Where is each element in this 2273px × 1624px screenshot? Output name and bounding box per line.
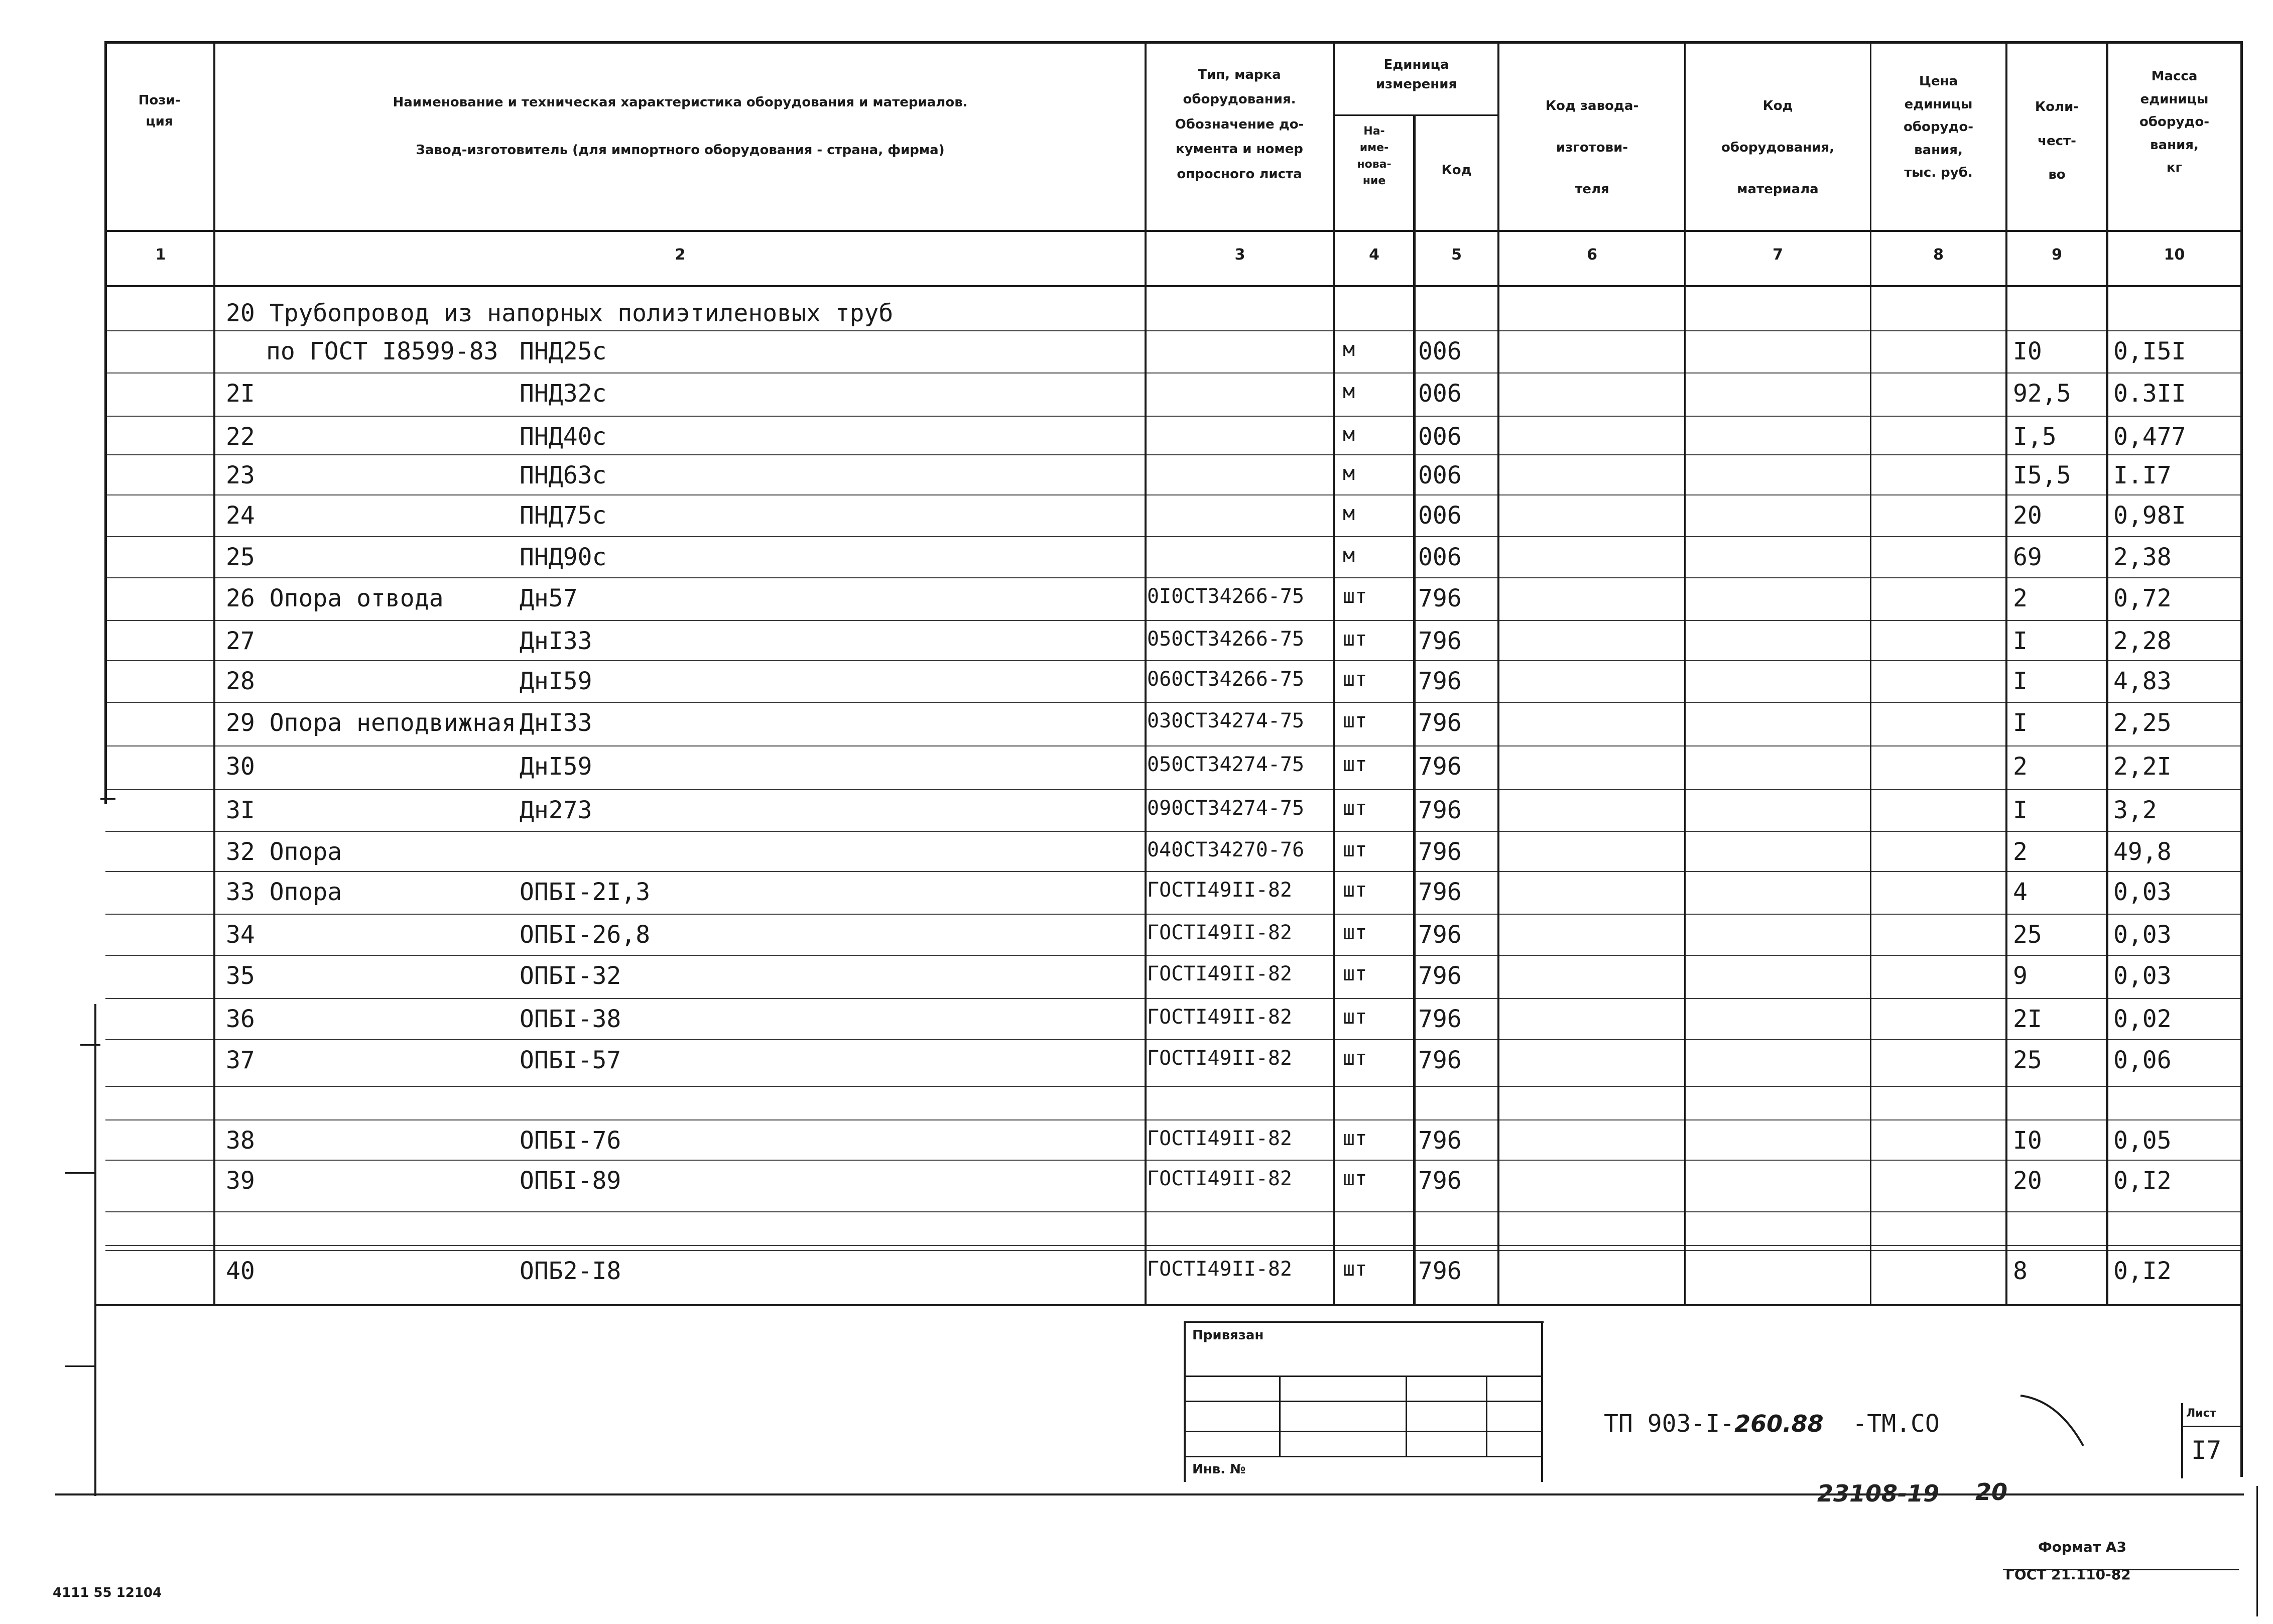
row-name: 29 Опора неподвижная [226, 709, 516, 737]
row-mass: 3,2 [2113, 796, 2157, 824]
frame-left [104, 41, 107, 804]
row-mass: 4,83 [2113, 667, 2172, 695]
handwritten-archive-number: 23108-19 [1817, 1480, 1940, 1507]
row-unit: шт [1343, 797, 1367, 820]
row-unit: м [1343, 462, 1355, 485]
row-unit-code: 796 [1418, 1257, 1462, 1285]
row-separator [105, 620, 2242, 621]
row-unit-code: 796 [1418, 1005, 1462, 1033]
header-position: Пози- ция [138, 93, 181, 129]
row-separator [105, 998, 2242, 999]
row-quantity: 2I [2013, 1005, 2042, 1033]
row-unit: шт [1343, 838, 1367, 861]
row-quantity: 8 [2013, 1257, 2028, 1285]
row-unit: шт [1343, 628, 1367, 651]
row-mark: ПНД63с [520, 461, 607, 489]
row-mark: ОПБI-89 [520, 1167, 621, 1195]
frame-right [2240, 41, 2243, 1477]
col-number-bottom-line [105, 285, 2242, 287]
row-quantity: 2 [2013, 584, 2028, 612]
col-line-1 [213, 41, 215, 1306]
row-quantity: I0 [2013, 1127, 2042, 1155]
row-quantity: I [2013, 627, 2028, 655]
header-name-line2: Завод-изготовитель (для импортного оборудования - страна, фирма) [416, 143, 945, 158]
row-quantity: I0 [2013, 337, 2042, 365]
row-document: ГОСТI49II-82 [1147, 1047, 1292, 1070]
row-separator [105, 536, 2242, 537]
row-unit: шт [1343, 962, 1367, 985]
row-name: 26 Опора отвода [226, 584, 444, 612]
row-unit-code: 796 [1418, 878, 1462, 906]
row-name: по ГОСТ I8599-83 [266, 337, 498, 365]
row-document: ГОСТI49II-82 [1147, 1006, 1292, 1029]
row-name: 24 [226, 502, 255, 530]
row-name: 30 [226, 753, 255, 781]
row-document: 030CT34274-75 [1147, 709, 1305, 732]
col-number-3: 3 [1234, 246, 1245, 264]
sheet-box-divider [2181, 1426, 2241, 1427]
row-unit-code: 006 [1418, 543, 1462, 571]
stamp-row-3 [1185, 1431, 1542, 1432]
row-unit: шт [1343, 585, 1367, 608]
row-name: 40 [226, 1257, 255, 1285]
stamp-inv-number: Инв. № [1192, 1462, 1246, 1477]
row-separator [105, 745, 2242, 746]
row-mark: Дн273 [520, 796, 592, 824]
col-number-1: 1 [155, 246, 166, 264]
row-unit: м [1343, 380, 1355, 403]
row-separator [105, 372, 2242, 373]
stamp-row-4 [1185, 1456, 1542, 1457]
row-separator [105, 702, 2242, 703]
row-mass: 0,I2 [2113, 1257, 2172, 1285]
header-quantity: Коли- чест- во [2035, 99, 2079, 183]
stamp-row-1 [1185, 1376, 1542, 1377]
col-number-5: 5 [1451, 246, 1462, 264]
document-code-prefix: ТП 903-I- [1604, 1410, 1735, 1438]
row-unit: шт [1343, 1167, 1367, 1190]
row-name: 35 [226, 962, 255, 990]
row-mark: ОПБI-57 [520, 1046, 621, 1074]
col-line-4 [1413, 114, 1416, 1306]
stamp-top [1185, 1321, 1544, 1323]
row-unit-code: 796 [1418, 838, 1462, 866]
row-document: ГОСТI49II-82 [1147, 1127, 1292, 1150]
row-mass: 0,I5I [2113, 337, 2186, 365]
edge-tick-2 [65, 1172, 95, 1174]
row-unit-code: 796 [1418, 796, 1462, 824]
row-separator [105, 416, 2242, 417]
row-mark: ПНД32с [520, 380, 607, 408]
row-name: 38 [226, 1127, 255, 1155]
row-unit-code: 796 [1418, 1127, 1462, 1155]
row-quantity: I [2013, 709, 2028, 737]
row-mark: ПНД40с [520, 423, 607, 451]
row-separator [105, 1119, 2242, 1120]
frame-top [105, 41, 2242, 44]
row-name: 32 Опора [226, 838, 342, 866]
row-name: 28 [226, 667, 255, 695]
row-mass: 0,I2 [2113, 1167, 2172, 1195]
row-mark: Дн57 [520, 584, 578, 612]
row-mark: ОПБI-2I,3 [520, 878, 651, 906]
row-unit: шт [1343, 753, 1367, 776]
row-quantity: 69 [2013, 543, 2042, 571]
row-mass: I.I7 [2113, 461, 2172, 489]
row-quantity: 2 [2013, 838, 2028, 866]
row-mass: 0,98I [2113, 502, 2186, 530]
row-mass: 2,38 [2113, 543, 2172, 571]
row-mass: 0,02 [2113, 1005, 2172, 1033]
row-unit: шт [1343, 1258, 1367, 1281]
stamp-col-2 [1406, 1376, 1407, 1456]
row-name: 20 Трубопровод из напорных полиэтиленовых труб [226, 299, 894, 327]
row-mark: ОПБI-26,8 [520, 921, 651, 949]
sheet-number: I7 [2191, 1436, 2222, 1465]
row-mass: 0,03 [2113, 878, 2172, 906]
row-name: 36 [226, 1005, 255, 1033]
row-unit-code: 796 [1418, 709, 1462, 737]
row-quantity: I [2013, 796, 2028, 824]
row-mass: 0,03 [2113, 962, 2172, 990]
row-unit: шт [1343, 879, 1367, 902]
row-document: ГОСТI49II-82 [1147, 1258, 1292, 1281]
row-unit-code: 006 [1418, 380, 1462, 408]
header-bottom-line [105, 230, 2242, 232]
row-quantity: I,5 [2013, 423, 2057, 451]
row-mark: ПНД90с [520, 543, 607, 571]
row-mark: ПНД25с [520, 337, 607, 365]
row-document: 0I0CT34266-75 [1147, 585, 1305, 608]
row-separator [105, 494, 2242, 495]
row-mark: ДнI33 [520, 709, 592, 737]
col-number-9: 9 [2052, 246, 2062, 264]
row-quantity: I [2013, 667, 2028, 695]
row-unit-code: 796 [1418, 753, 1462, 781]
row-name: 25 [226, 543, 255, 571]
row-mark: ПНД75с [520, 502, 607, 530]
row-separator [105, 454, 2242, 455]
stamp-privyazan: Привязан [1192, 1328, 1264, 1343]
row-separator [105, 1250, 2242, 1251]
row-unit: шт [1343, 1047, 1367, 1070]
row-name: 37 [226, 1046, 255, 1074]
row-unit-code: 796 [1418, 584, 1462, 612]
row-mass: 0,03 [2113, 921, 2172, 949]
row-unit: м [1343, 544, 1355, 567]
handwritten-page-number: 20 [1975, 1478, 2008, 1506]
row-document: 050CT34266-75 [1147, 628, 1305, 651]
row-quantity: 2 [2013, 753, 2028, 781]
row-mass: 0,72 [2113, 584, 2172, 612]
bottom-left-code: 4111 55 12104 [53, 1585, 162, 1600]
row-unit: м [1343, 502, 1355, 525]
row-mark: ОПБI-76 [520, 1127, 621, 1155]
row-mark: ДнI59 [520, 667, 592, 695]
row-quantity: 25 [2013, 921, 2042, 949]
row-separator [105, 330, 2242, 331]
row-unit: шт [1343, 1127, 1367, 1150]
row-document: 050CT34274-75 [1147, 753, 1305, 776]
header-unit: Единица измерения [1375, 57, 1457, 92]
col-line-8 [2005, 41, 2007, 1306]
row-separator [105, 831, 2242, 832]
row-name: 34 [226, 921, 255, 949]
row-document: 040CT34270-76 [1147, 838, 1305, 861]
row-name: 33 Опора [226, 878, 342, 906]
col-line-3 [1333, 41, 1335, 1306]
row-name: 23 [226, 461, 255, 489]
row-mass: 2,25 [2113, 709, 2172, 737]
edge-tick-3 [65, 1365, 95, 1367]
row-mass: 2,2I [2113, 753, 2172, 781]
stamp-col-3 [1486, 1376, 1487, 1456]
stamp-col-1 [1279, 1376, 1281, 1456]
row-unit: шт [1343, 668, 1367, 691]
row-quantity: I5,5 [2013, 461, 2071, 489]
header-price: Цена единицы оборудо- вания, тыс. руб. [1903, 74, 1974, 180]
row-mass: 2,28 [2113, 627, 2172, 655]
row-quantity: 25 [2013, 1046, 2042, 1074]
row-mass: 0,477 [2113, 423, 2186, 451]
row-document: ГОСТI49II-82 [1147, 1167, 1292, 1190]
row-document: 060CT34266-75 [1147, 668, 1305, 691]
row-quantity: 9 [2013, 962, 2028, 990]
col-line-9 [2106, 41, 2108, 1306]
edge-tick-4 [100, 798, 115, 800]
row-unit: шт [1343, 921, 1367, 944]
row-separator [105, 1039, 2242, 1040]
row-separator [105, 1245, 2242, 1246]
row-unit-code: 796 [1418, 1046, 1462, 1074]
row-separator [105, 577, 2242, 578]
row-mass: 49,8 [2113, 838, 2172, 866]
col-line-5 [1497, 41, 1499, 1306]
unit-subheader-line [1333, 114, 1498, 116]
table-bottom-line [95, 1304, 2242, 1306]
header-unit-name: На- име- нова- ние [1357, 125, 1392, 187]
col-number-2: 2 [675, 246, 686, 264]
lower-left-border [94, 1004, 96, 1496]
row-mark: ОПБ2-I8 [520, 1257, 621, 1285]
stamp-row-2 [1185, 1401, 1542, 1402]
row-unit: шт [1343, 709, 1367, 732]
sheet-box-left [2181, 1403, 2183, 1478]
col-number-6: 6 [1587, 246, 1597, 264]
row-unit-code: 796 [1418, 1167, 1462, 1195]
gost-label: ГОСТ 21.110-82 [2005, 1566, 2131, 1583]
col-line-2 [1145, 41, 1147, 1306]
header-plant-code: Код завода- изготови- теля [1545, 98, 1639, 197]
header-mass: Масса единицы оборудо- вания, кг [2139, 69, 2210, 175]
row-unit: м [1343, 338, 1355, 361]
row-document: ГОСТI49II-82 [1147, 879, 1292, 902]
document-code-handwritten: 260.88 [1734, 1410, 1824, 1437]
right-edge-margin [2256, 1486, 2258, 1616]
col-number-4: 4 [1369, 246, 1379, 264]
col-line-7 [1870, 41, 1871, 1306]
row-mark: ОПБI-32 [520, 962, 621, 990]
row-separator [105, 1086, 2242, 1087]
row-separator [105, 871, 2242, 872]
row-unit-code: 796 [1418, 667, 1462, 695]
header-equipment-code: Код оборудования, материала [1721, 98, 1835, 197]
document-code [1604, 1410, 1940, 1438]
header-name-line1: Наименование и техническая характеристика оборудования и материалов. [393, 95, 968, 110]
row-mark: ОПБI-38 [520, 1005, 621, 1033]
row-unit-code: 006 [1418, 502, 1462, 530]
stamp-pen-stroke [2018, 1391, 2088, 1451]
row-quantity: 92,5 [2013, 380, 2071, 408]
row-unit: м [1343, 423, 1355, 446]
row-unit-code: 006 [1418, 461, 1462, 489]
header-type-mark: Тип, марка оборудования. Обозначение до- кумента и номер опросного листа [1175, 67, 1304, 182]
row-mass: 0.3II [2113, 380, 2186, 408]
sheet-label: Лист [2186, 1407, 2216, 1420]
header-unit-code: Код [1441, 163, 1472, 178]
row-separator [105, 1160, 2242, 1161]
row-mark: ДнI59 [520, 753, 592, 781]
row-quantity: 4 [2013, 878, 2028, 906]
document-code-suffix: -ТМ.СО [1852, 1410, 1940, 1438]
row-unit-code: 796 [1418, 627, 1462, 655]
edge-tick-1 [80, 1044, 100, 1046]
row-name: 27 [226, 627, 255, 655]
row-quantity: 20 [2013, 1167, 2042, 1195]
row-unit-code: 006 [1418, 337, 1462, 365]
col-number-7: 7 [1773, 246, 1783, 264]
col-number-10: 10 [2164, 246, 2185, 264]
row-document: ГОСТI49II-82 [1147, 962, 1292, 985]
row-unit-code: 796 [1418, 962, 1462, 990]
row-unit: шт [1343, 1006, 1367, 1029]
row-name: 39 [226, 1167, 255, 1195]
row-separator [105, 789, 2242, 790]
format-label: Формат А3 [2038, 1539, 2126, 1555]
row-name: 3I [226, 796, 255, 824]
row-separator [105, 660, 2242, 661]
row-mass: 0,05 [2113, 1127, 2172, 1155]
row-separator [105, 1211, 2242, 1212]
col-line-6 [1684, 41, 1686, 1306]
col-number-8: 8 [1933, 246, 1944, 264]
row-name: 2I [226, 380, 255, 408]
row-separator [105, 914, 2242, 915]
row-mass: 0,06 [2113, 1046, 2172, 1074]
row-mark: ДнI33 [520, 627, 592, 655]
row-quantity: 20 [2013, 502, 2042, 530]
row-separator [105, 955, 2242, 956]
row-unit-code: 796 [1418, 921, 1462, 949]
row-document: ГОСТI49II-82 [1147, 921, 1292, 944]
row-name: 22 [226, 423, 255, 451]
row-unit-code: 006 [1418, 423, 1462, 451]
row-document: 090CT34274-75 [1147, 797, 1305, 820]
